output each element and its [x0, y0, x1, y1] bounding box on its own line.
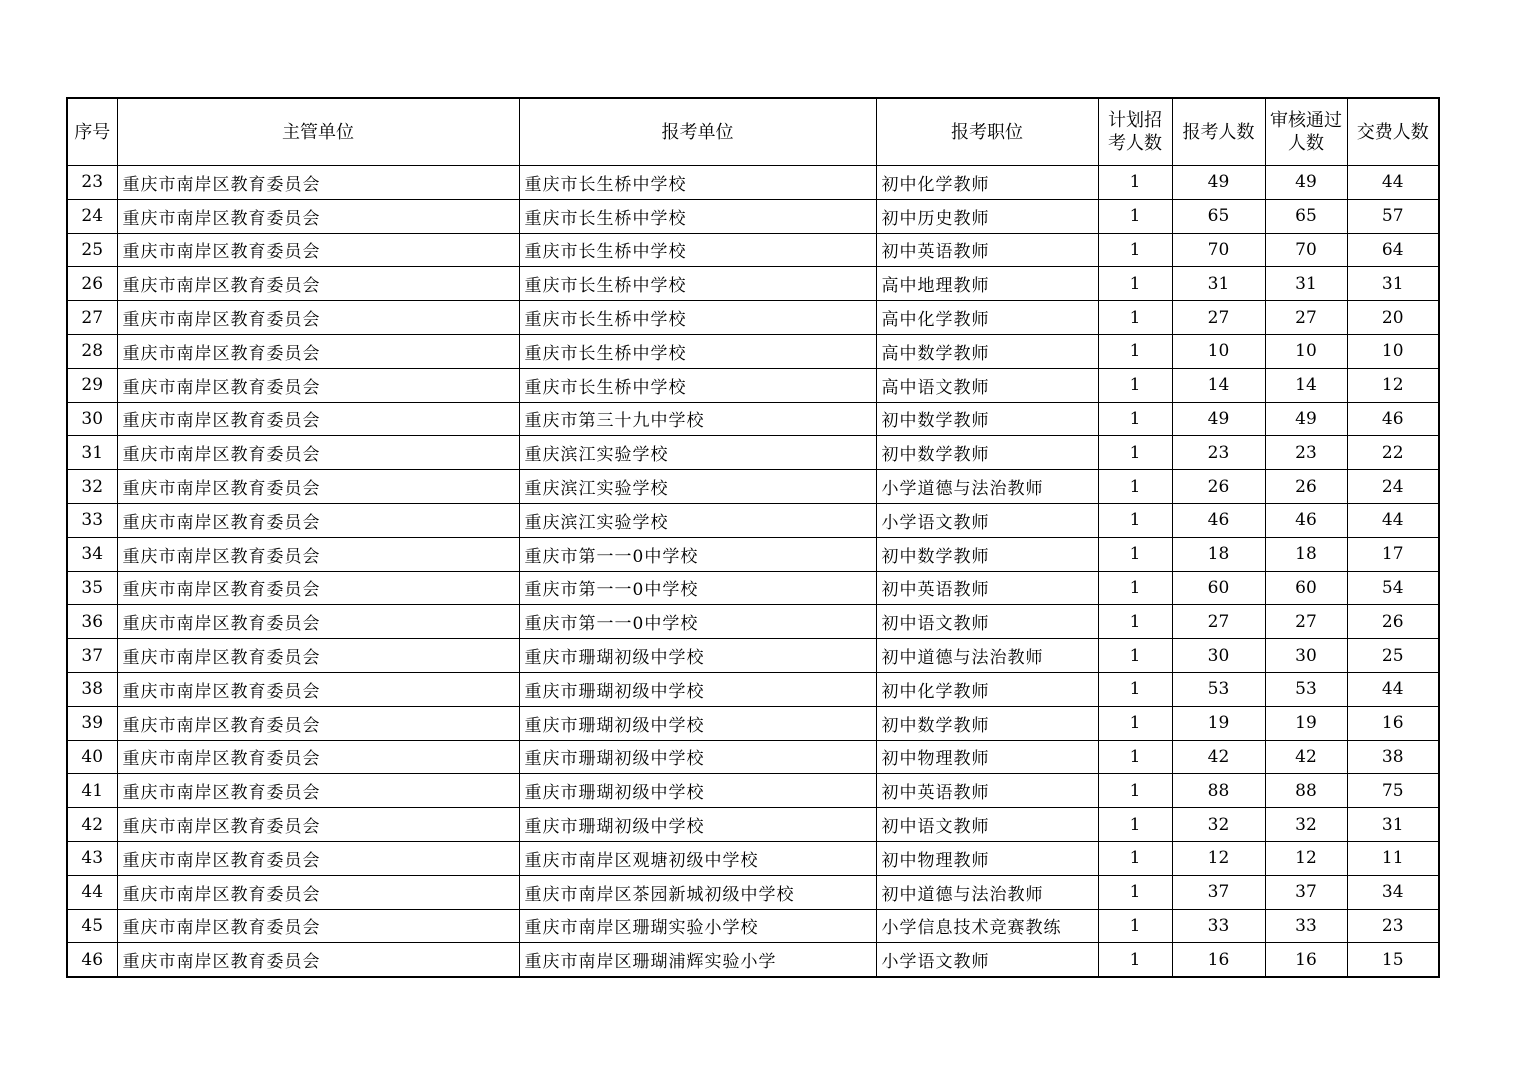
cell-seq: 37	[67, 639, 117, 673]
cell-paid: 31	[1347, 808, 1439, 842]
cell-plan: 1	[1098, 706, 1172, 740]
cell-seq: 30	[67, 402, 117, 436]
cell-seq: 35	[67, 571, 117, 605]
cell-applied: 18	[1172, 537, 1265, 571]
cell-position: 初中历史教师	[876, 199, 1098, 233]
cell-approved: 42	[1265, 740, 1347, 774]
cell-seq: 36	[67, 605, 117, 639]
cell-dept: 重庆市南岸区教育委员会	[117, 943, 519, 977]
cell-unit: 重庆市南岸区珊瑚实验小学校	[519, 909, 876, 943]
cell-unit: 重庆市长生桥中学校	[519, 267, 876, 301]
cell-approved: 31	[1265, 267, 1347, 301]
cell-dept: 重庆市南岸区教育委员会	[117, 267, 519, 301]
table-row	[67, 233, 1439, 267]
cell-approved: 30	[1265, 639, 1347, 673]
registration-table-sheet	[66, 97, 1438, 978]
cell-applied: 53	[1172, 672, 1265, 706]
cell-paid: 38	[1347, 740, 1439, 774]
cell-applied: 16	[1172, 943, 1265, 977]
cell-approved: 16	[1265, 943, 1347, 977]
cell-plan: 1	[1098, 199, 1172, 233]
cell-position: 小学信息技术竞赛教练	[876, 909, 1098, 943]
cell-approved: 49	[1265, 166, 1347, 200]
header-paid: 交费人数	[1347, 98, 1439, 166]
cell-unit: 重庆市第三十九中学校	[519, 402, 876, 436]
header-seq: 序号	[67, 98, 117, 166]
cell-position: 初中物理教师	[876, 841, 1098, 875]
cell-approved: 33	[1265, 909, 1347, 943]
cell-approved: 23	[1265, 436, 1347, 470]
cell-position: 初中道德与法治教师	[876, 875, 1098, 909]
cell-applied: 65	[1172, 199, 1265, 233]
cell-unit: 重庆市第一一0中学校	[519, 571, 876, 605]
cell-seq: 39	[67, 706, 117, 740]
cell-approved: 49	[1265, 402, 1347, 436]
cell-applied: 60	[1172, 571, 1265, 605]
cell-approved: 18	[1265, 537, 1347, 571]
cell-position: 高中数学教师	[876, 334, 1098, 368]
cell-unit: 重庆市珊瑚初级中学校	[519, 774, 876, 808]
cell-applied: 49	[1172, 166, 1265, 200]
cell-plan: 1	[1098, 233, 1172, 267]
cell-plan: 1	[1098, 470, 1172, 504]
cell-position: 初中语文教师	[876, 808, 1098, 842]
cell-plan: 1	[1098, 774, 1172, 808]
cell-applied: 32	[1172, 808, 1265, 842]
cell-dept: 重庆市南岸区教育委员会	[117, 503, 519, 537]
cell-dept: 重庆市南岸区教育委员会	[117, 740, 519, 774]
cell-plan: 1	[1098, 808, 1172, 842]
cell-approved: 70	[1265, 233, 1347, 267]
cell-approved: 53	[1265, 672, 1347, 706]
cell-position: 初中语文教师	[876, 605, 1098, 639]
cell-position: 初中数学教师	[876, 706, 1098, 740]
cell-position: 小学语文教师	[876, 503, 1098, 537]
cell-paid: 15	[1347, 943, 1439, 977]
cell-applied: 27	[1172, 301, 1265, 335]
cell-paid: 57	[1347, 199, 1439, 233]
cell-dept: 重庆市南岸区教育委员会	[117, 334, 519, 368]
cell-approved: 14	[1265, 368, 1347, 402]
table-row	[67, 672, 1439, 706]
cell-paid: 44	[1347, 503, 1439, 537]
cell-unit: 重庆市长生桥中学校	[519, 301, 876, 335]
cell-unit: 重庆市第一一0中学校	[519, 537, 876, 571]
cell-dept: 重庆市南岸区教育委员会	[117, 605, 519, 639]
cell-paid: 12	[1347, 368, 1439, 402]
header-position: 报考职位	[876, 98, 1098, 166]
cell-position: 初中化学教师	[876, 672, 1098, 706]
cell-position: 初中英语教师	[876, 571, 1098, 605]
cell-dept: 重庆市南岸区教育委员会	[117, 470, 519, 504]
cell-applied: 14	[1172, 368, 1265, 402]
cell-unit: 重庆市珊瑚初级中学校	[519, 808, 876, 842]
cell-unit: 重庆市南岸区茶园新城初级中学校	[519, 875, 876, 909]
table-row	[67, 402, 1439, 436]
table-row	[67, 639, 1439, 673]
cell-position: 高中语文教师	[876, 368, 1098, 402]
cell-seq: 31	[67, 436, 117, 470]
cell-dept: 重庆市南岸区教育委员会	[117, 301, 519, 335]
cell-approved: 32	[1265, 808, 1347, 842]
cell-dept: 重庆市南岸区教育委员会	[117, 368, 519, 402]
cell-position: 初中数学教师	[876, 402, 1098, 436]
cell-seq: 46	[67, 943, 117, 977]
cell-applied: 70	[1172, 233, 1265, 267]
cell-seq: 23	[67, 166, 117, 200]
table-row	[67, 774, 1439, 808]
table-row	[67, 875, 1439, 909]
cell-unit: 重庆滨江实验学校	[519, 470, 876, 504]
cell-applied: 12	[1172, 841, 1265, 875]
cell-dept: 重庆市南岸区教育委员会	[117, 436, 519, 470]
cell-paid: 34	[1347, 875, 1439, 909]
cell-seq: 33	[67, 503, 117, 537]
cell-position: 小学道德与法治教师	[876, 470, 1098, 504]
cell-unit: 重庆市长生桥中学校	[519, 199, 876, 233]
cell-plan: 1	[1098, 909, 1172, 943]
cell-paid: 17	[1347, 537, 1439, 571]
header-approved: 审核通过人数	[1265, 98, 1347, 166]
cell-dept: 重庆市南岸区教育委员会	[117, 706, 519, 740]
table-row	[67, 436, 1439, 470]
cell-paid: 23	[1347, 909, 1439, 943]
cell-position: 初中数学教师	[876, 436, 1098, 470]
table-row	[67, 706, 1439, 740]
table-row	[67, 503, 1439, 537]
cell-seq: 26	[67, 267, 117, 301]
cell-dept: 重庆市南岸区教育委员会	[117, 199, 519, 233]
cell-unit: 重庆市第一一0中学校	[519, 605, 876, 639]
cell-applied: 49	[1172, 402, 1265, 436]
cell-plan: 1	[1098, 267, 1172, 301]
cell-paid: 64	[1347, 233, 1439, 267]
cell-approved: 27	[1265, 301, 1347, 335]
cell-plan: 1	[1098, 740, 1172, 774]
cell-unit: 重庆市珊瑚初级中学校	[519, 706, 876, 740]
cell-applied: 37	[1172, 875, 1265, 909]
registration-table	[66, 97, 1440, 978]
cell-applied: 46	[1172, 503, 1265, 537]
table-row	[67, 605, 1439, 639]
cell-dept: 重庆市南岸区教育委员会	[117, 808, 519, 842]
cell-position: 高中化学教师	[876, 301, 1098, 335]
cell-seq: 44	[67, 875, 117, 909]
table-row	[67, 841, 1439, 875]
cell-approved: 88	[1265, 774, 1347, 808]
cell-seq: 40	[67, 740, 117, 774]
table-row	[67, 199, 1439, 233]
cell-plan: 1	[1098, 639, 1172, 673]
table-row	[67, 334, 1439, 368]
cell-applied: 42	[1172, 740, 1265, 774]
header-dept: 主管单位	[117, 98, 519, 166]
cell-applied: 23	[1172, 436, 1265, 470]
cell-position: 初中道德与法治教师	[876, 639, 1098, 673]
cell-dept: 重庆市南岸区教育委员会	[117, 402, 519, 436]
cell-applied: 30	[1172, 639, 1265, 673]
cell-applied: 88	[1172, 774, 1265, 808]
cell-approved: 37	[1265, 875, 1347, 909]
cell-paid: 10	[1347, 334, 1439, 368]
cell-dept: 重庆市南岸区教育委员会	[117, 841, 519, 875]
cell-paid: 26	[1347, 605, 1439, 639]
cell-applied: 10	[1172, 334, 1265, 368]
table-row	[67, 943, 1439, 977]
cell-paid: 31	[1347, 267, 1439, 301]
cell-seq: 25	[67, 233, 117, 267]
cell-seq: 32	[67, 470, 117, 504]
cell-approved: 26	[1265, 470, 1347, 504]
table-row	[67, 571, 1439, 605]
cell-plan: 1	[1098, 301, 1172, 335]
cell-unit: 重庆市珊瑚初级中学校	[519, 672, 876, 706]
cell-applied: 19	[1172, 706, 1265, 740]
cell-paid: 44	[1347, 166, 1439, 200]
cell-unit: 重庆市珊瑚初级中学校	[519, 639, 876, 673]
table-row	[67, 470, 1439, 504]
cell-dept: 重庆市南岸区教育委员会	[117, 639, 519, 673]
table-row	[67, 808, 1439, 842]
cell-dept: 重庆市南岸区教育委员会	[117, 875, 519, 909]
table-row	[67, 740, 1439, 774]
cell-paid: 54	[1347, 571, 1439, 605]
table-header-row	[67, 98, 1439, 166]
cell-plan: 1	[1098, 503, 1172, 537]
cell-paid: 46	[1347, 402, 1439, 436]
cell-unit: 重庆滨江实验学校	[519, 503, 876, 537]
cell-seq: 27	[67, 301, 117, 335]
cell-paid: 22	[1347, 436, 1439, 470]
cell-approved: 27	[1265, 605, 1347, 639]
cell-applied: 31	[1172, 267, 1265, 301]
table-body	[67, 166, 1439, 978]
cell-dept: 重庆市南岸区教育委员会	[117, 774, 519, 808]
cell-unit: 重庆市南岸区珊瑚浦辉实验小学	[519, 943, 876, 977]
cell-applied: 26	[1172, 470, 1265, 504]
cell-unit: 重庆市长生桥中学校	[519, 368, 876, 402]
cell-position: 初中英语教师	[876, 774, 1098, 808]
cell-plan: 1	[1098, 875, 1172, 909]
cell-unit: 重庆市长生桥中学校	[519, 334, 876, 368]
cell-unit: 重庆市珊瑚初级中学校	[519, 740, 876, 774]
header-unit: 报考单位	[519, 98, 876, 166]
cell-paid: 11	[1347, 841, 1439, 875]
cell-plan: 1	[1098, 402, 1172, 436]
cell-plan: 1	[1098, 943, 1172, 977]
cell-position: 初中数学教师	[876, 537, 1098, 571]
table-row	[67, 166, 1439, 200]
cell-plan: 1	[1098, 368, 1172, 402]
cell-position: 高中地理教师	[876, 267, 1098, 301]
cell-approved: 12	[1265, 841, 1347, 875]
cell-seq: 41	[67, 774, 117, 808]
cell-position: 初中化学教师	[876, 166, 1098, 200]
cell-approved: 46	[1265, 503, 1347, 537]
cell-dept: 重庆市南岸区教育委员会	[117, 537, 519, 571]
cell-unit: 重庆市长生桥中学校	[519, 233, 876, 267]
cell-paid: 25	[1347, 639, 1439, 673]
header-applied: 报考人数	[1172, 98, 1265, 166]
cell-plan: 1	[1098, 537, 1172, 571]
cell-approved: 60	[1265, 571, 1347, 605]
table-row	[67, 909, 1439, 943]
cell-dept: 重庆市南岸区教育委员会	[117, 233, 519, 267]
cell-plan: 1	[1098, 841, 1172, 875]
cell-seq: 45	[67, 909, 117, 943]
cell-plan: 1	[1098, 605, 1172, 639]
table-row	[67, 368, 1439, 402]
cell-seq: 38	[67, 672, 117, 706]
cell-approved: 19	[1265, 706, 1347, 740]
cell-plan: 1	[1098, 436, 1172, 470]
cell-position: 小学语文教师	[876, 943, 1098, 977]
cell-seq: 29	[67, 368, 117, 402]
table-row	[67, 267, 1439, 301]
cell-seq: 34	[67, 537, 117, 571]
cell-applied: 27	[1172, 605, 1265, 639]
cell-plan: 1	[1098, 334, 1172, 368]
cell-unit: 重庆滨江实验学校	[519, 436, 876, 470]
cell-paid: 44	[1347, 672, 1439, 706]
cell-dept: 重庆市南岸区教育委员会	[117, 672, 519, 706]
header-plan: 计划招考人数	[1098, 98, 1172, 166]
cell-dept: 重庆市南岸区教育委员会	[117, 166, 519, 200]
cell-dept: 重庆市南岸区教育委员会	[117, 909, 519, 943]
table-row	[67, 537, 1439, 571]
table-row	[67, 301, 1439, 335]
cell-paid: 75	[1347, 774, 1439, 808]
cell-seq: 42	[67, 808, 117, 842]
cell-seq: 28	[67, 334, 117, 368]
cell-approved: 65	[1265, 199, 1347, 233]
cell-paid: 20	[1347, 301, 1439, 335]
cell-unit: 重庆市长生桥中学校	[519, 166, 876, 200]
cell-seq: 43	[67, 841, 117, 875]
cell-approved: 10	[1265, 334, 1347, 368]
cell-paid: 16	[1347, 706, 1439, 740]
cell-applied: 33	[1172, 909, 1265, 943]
cell-seq: 24	[67, 199, 117, 233]
cell-dept: 重庆市南岸区教育委员会	[117, 571, 519, 605]
cell-position: 初中英语教师	[876, 233, 1098, 267]
cell-plan: 1	[1098, 571, 1172, 605]
cell-unit: 重庆市南岸区观塘初级中学校	[519, 841, 876, 875]
cell-position: 初中物理教师	[876, 740, 1098, 774]
cell-paid: 24	[1347, 470, 1439, 504]
cell-plan: 1	[1098, 166, 1172, 200]
cell-plan: 1	[1098, 672, 1172, 706]
